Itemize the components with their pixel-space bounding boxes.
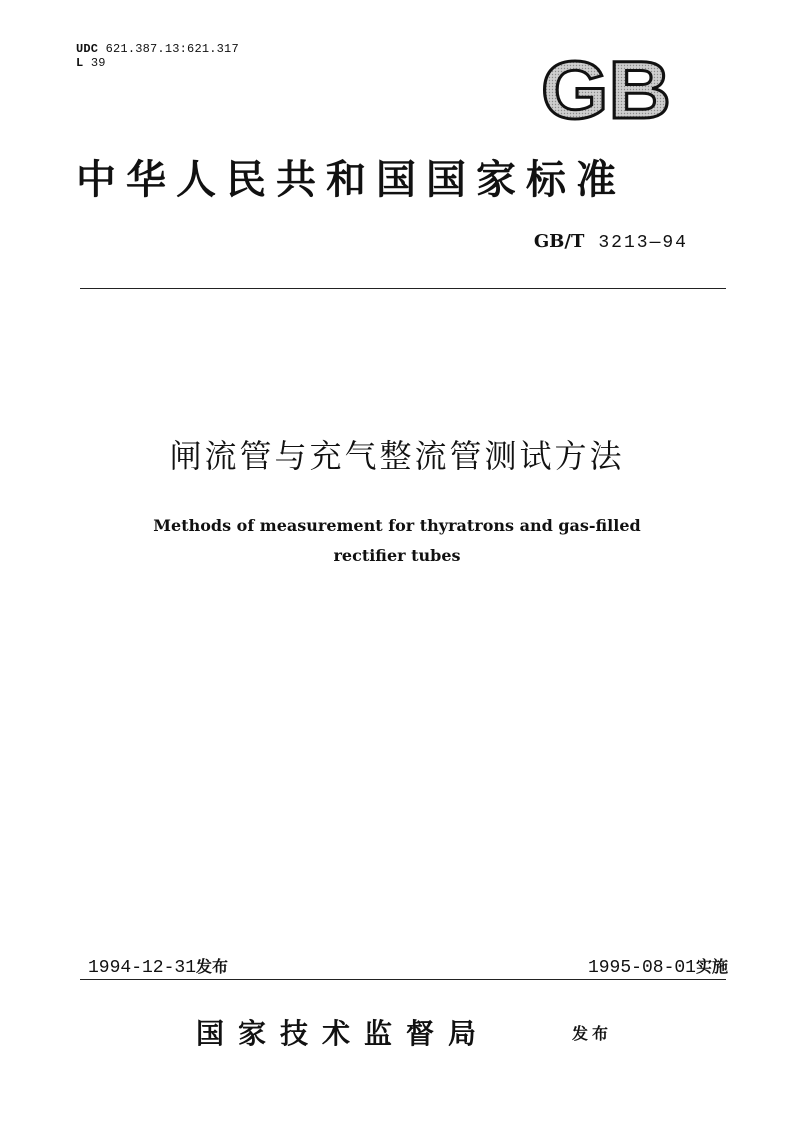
implement-date-value: 1995-08-01 (587, 958, 696, 978)
national-standard-title: 中华人民共和国国家标准 (76, 156, 626, 203)
implement-date (588, 955, 728, 980)
standard-code-prefix: GB/T (533, 231, 585, 252)
header-divider (80, 288, 726, 289)
gb-logo (536, 52, 676, 124)
title-en-line1: Methods of measurement for thyratrons and gas-filled (153, 516, 641, 535)
issue-date (88, 955, 228, 980)
implement-date-suffix: 实施 (695, 957, 728, 976)
udc-label: UDC (76, 42, 99, 56)
publisher-name: 国家技术监督局 (196, 1017, 491, 1050)
standard-code-number: 3213—94 (598, 233, 688, 253)
issue-date-value: 1994-12-31 (88, 958, 197, 978)
gb-logo-text: GB (541, 52, 671, 124)
udc-block (76, 42, 239, 70)
udc-code: 621.387.13:621.317 (105, 42, 239, 56)
class-code: 39 (90, 56, 106, 70)
issue-date-suffix: 发布 (196, 957, 229, 976)
class-label: L (76, 56, 84, 70)
standard-code (534, 230, 688, 255)
title-en-line2: rectifier tubes (333, 546, 461, 565)
publisher-suffix: 发布 (572, 1024, 613, 1043)
footer-divider (80, 979, 726, 980)
title-cn: 闸流管与充气整流管测试方法 (169, 437, 625, 475)
title-en (0, 511, 794, 571)
